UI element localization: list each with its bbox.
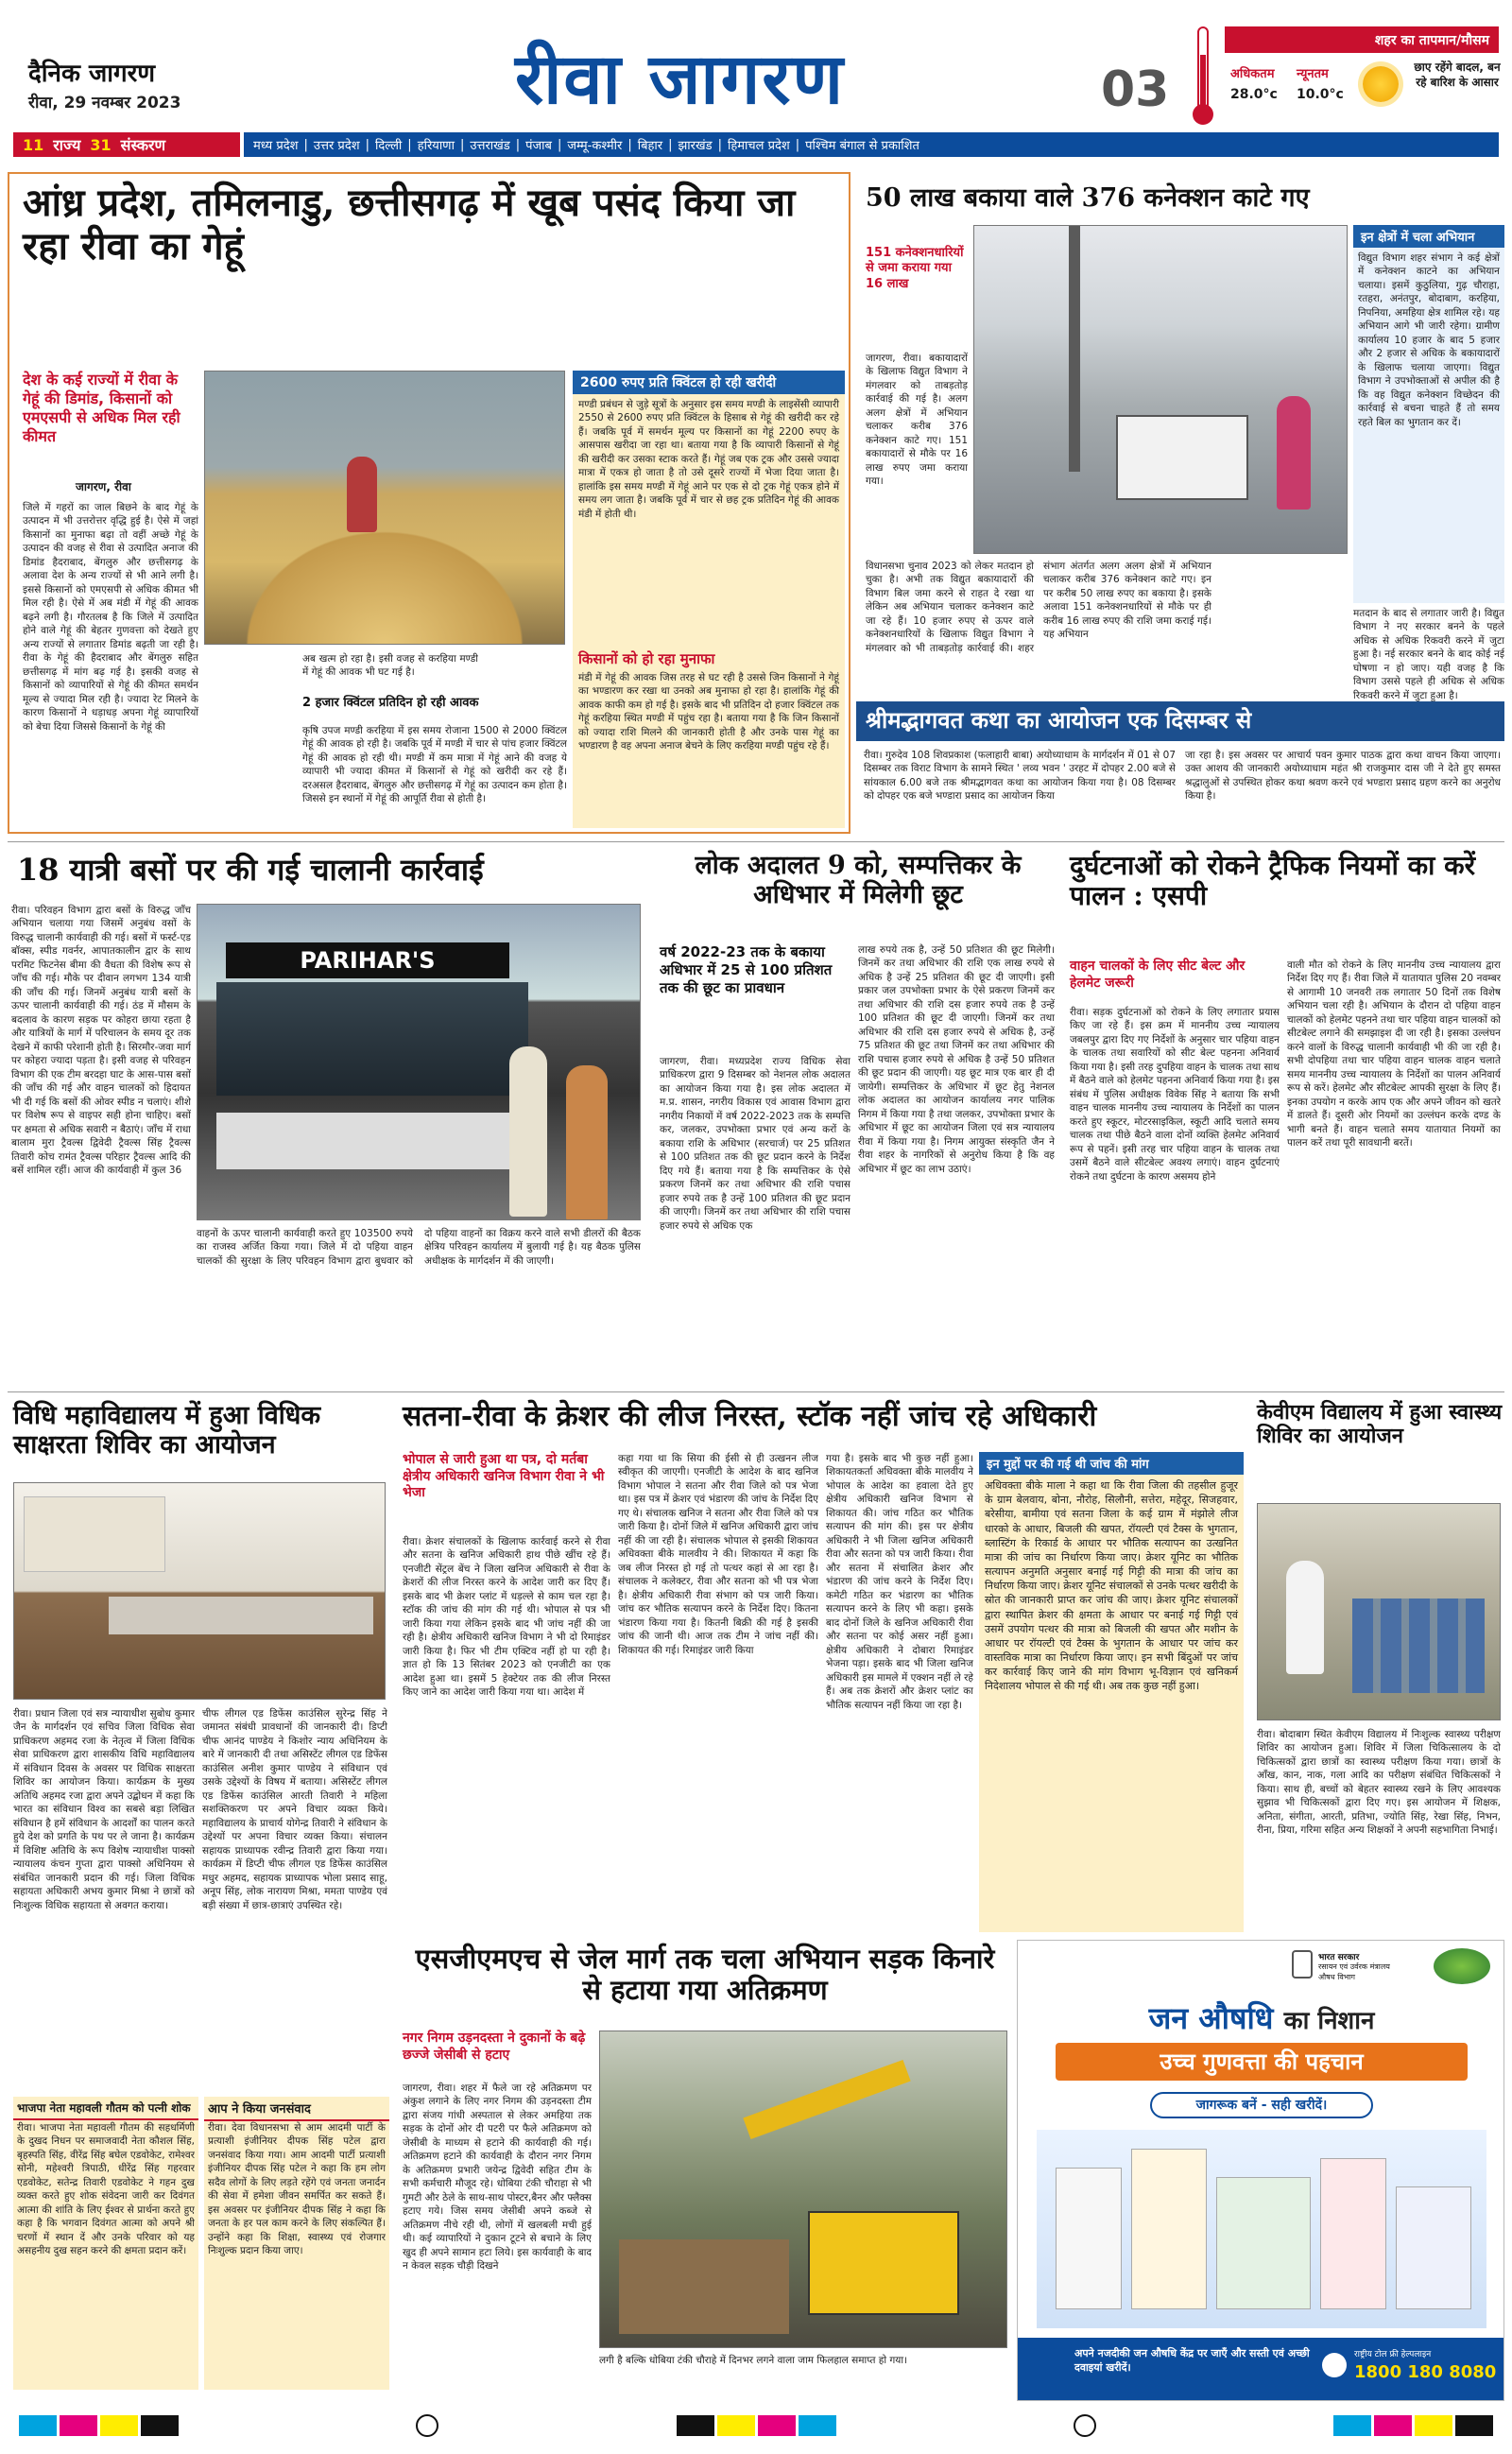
- kvs-story: [1253, 1397, 1504, 1936]
- page-number: 03: [1101, 61, 1170, 118]
- headline: विधि महाविद्यालय में हुआ विधिक साक्षरता शिविर का आयोजन: [13, 1401, 321, 1460]
- helpline-number: 1800 180 8080: [1354, 2362, 1497, 2382]
- headline: आंध्र प्रदेश, तमिलनाडु, छत्तीसगढ़ में खूब पसंद किया जा रहा रीवा का गेहूं: [23, 181, 796, 268]
- lokadalat-story: [652, 847, 1058, 1386]
- traffic-story: [1064, 847, 1504, 1386]
- registration-mark-icon: [1074, 2414, 1096, 2437]
- forecast-text: छाए रहेंगे बादल, बन रहे बारिश के आसार: [1414, 60, 1501, 89]
- body-col-1: जागरण, रीवा। बकायादारों के खिलाफ विद्युत विभाग ने मंगलवार को ताबड़तोड़ कार्रवाई की गई है। अलग अलग क्षेत्रों में अभियान चलाकर करीब 376 कनेक्शन काटे गए। 151 बकायादारों से मौके पर 16 लाख रुपए जमा कराया गया।: [866, 353, 968, 488]
- registration-mark-icon: [416, 2414, 438, 2437]
- headline: सतना-रीवा के क्रेशर की लीज निरस्त, स्टॉक नहीं जांच रहे अधिकारी: [403, 1400, 1097, 1433]
- encroach-story: [397, 1940, 1011, 2401]
- state-item: हिमाचल प्रदेश: [727, 139, 790, 153]
- medicine-box-4: [1320, 2158, 1386, 2309]
- body-text: रीवा। बोदाबाग स्थित केवीएम विद्यालय में निःशुल्क स्वास्थ्य परीक्षण शिविर का आयोजन हुआ। शिविर में जिला चिकित्सालय के दो चिकित्सकों द्वारा छात्रों का स्वास्थ्य परीक्षण किया गया। छात्रों के आँख, कान, नाक, गला आदि का परीक्षण संबंधित चिकित्सकों ने किया। साथ ही, बच्चों को बेहतर स्वास्थ्य रखने के लिए आवश्यक सुझाव भी चिकित्सकों द्वारा दिए गए। इस आयोजन में शिक्षक, अनिता, संगीता, आरती, प्रतिभा, ज्योति सिंह, रेखा सिंह, निभन, रीना, प्रिया, गरिमा सहित अन्य शिक्षकों ने अपनी सहभागिता निभाई।: [1257, 1729, 1501, 1837]
- phone-icon: [1322, 2353, 1347, 2377]
- box-title: इन मुद्दों पर की गई थी जांच की मांग: [979, 1452, 1244, 1475]
- deck: भोपाल से जारी हुआ था पत्र, दो मर्तबा क्षेत्रीय अधिकारी खनिज विभाग रीवा ने भी भेजा: [403, 1452, 605, 1500]
- state-item: जम्मू-कश्मीर: [567, 139, 623, 153]
- brand-title: रीवा जागरण: [515, 39, 846, 120]
- headline: 18 यात्री बसों पर की गई चालानी कार्रवाई: [17, 852, 484, 888]
- medicine-box-2: [1131, 2149, 1207, 2309]
- area-box: [1353, 225, 1504, 603]
- buses-story: [8, 847, 648, 1386]
- state-item: दिल्ली: [374, 139, 403, 153]
- bus-name-banner: PARIHAR'S: [226, 942, 509, 978]
- headline: लोक अदालत 9 को, सम्पत्तिकर के अधिभार में मिलेगी छूट: [695, 851, 1022, 910]
- state-item: बिहार: [637, 139, 663, 153]
- medicine-shelf: [1037, 2130, 1486, 2328]
- table: [109, 1597, 373, 1634]
- doctor-figure: [1286, 1561, 1324, 1674]
- shop-debris: [619, 2239, 789, 2334]
- banner: [24, 1496, 165, 1572]
- box-body: अधिवक्ता बीके माला ने कहा था कि रीवा जिला की तहसील हुजूर के ग्राम बेलवाय, बोना, नौरोह, सिलौनी, सत्तेरा, महेदूर, सिजहवार, बरेसीया, बामीया एवं सतना जिला के कई ग्राम में मंझोले लीज धारको के आधार, बिजली की खपत, रॉयल्टी एवं टैक्स के भुगतान, ब्लास्टिंग के रिकार्ड के आधार पर भौतिक सत्यापन का उत्खनित मात्रा की जांच का निर्धारण किया जाए। क्रेशर यूनिट का भौतिक सत्यापन अनुमति अनुसार बनाई गई गिट्टी की मात्रा की जांच का निर्धारण किया जाए। क्रेशर यूनिट संचालकों से उनके पत्थर खरीदी के स्रोत की जानकारी प्राप्त कर जांच की जाए। क्रेशर यूनिट संचालकों द्वारा स्थापित क्रेशर की क्षमता के आधार पर बनाई गई गिट्टी एवं उसमें उपयोग पत्थर की मात्रा को बिजली की खपत और मशीन के आधार पर रॉयल्टी एवं टैक्स के भुगतान के आधार पर जांच कर वास्तविक मात्रा का निर्धारण किया जाए। इन सभी बिंदुओं पर जांच कर कार्रवाई किए जाने की मांग विभाग भू-विज्ञान एवं खनिकर्म निदेशालय भोपाल से की गई थी। अब तक कुछ नहीं हुआ।: [985, 1479, 1238, 1693]
- ad-footer-text: अपने नजदीकी जन औषधि केंद्र पर जाएँ और सस्ती एवं अच्छी दवाइयां खरीदें।: [1074, 2347, 1310, 2374]
- body-col-2: जा रहा है। इस अवसर पर आचार्य पवन कुमार पाठक द्वारा कथा वाचन किया जाएगा। उक्त आशय की जानकारी अयोध्याधाम महंत श्री राजकुमार दास जी ने देते हुए समस्त श्रद्धालुओं से उपस्थित होकर कथा श्रवण करने एवं भण्डारा प्रसाद ग्रहण करने का अनुरोध किया है।: [1185, 750, 1501, 803]
- body-col-2b: [204, 652, 299, 828]
- jan-aushadhi-ad: [1017, 1940, 1504, 2401]
- thermometer-icon: [1193, 26, 1213, 129]
- wheat-pile: [224, 513, 545, 645]
- students: [1352, 1599, 1485, 1693]
- health-camp-photo: [1257, 1503, 1501, 1720]
- box-body: रीवा। भाजपा नेता महावली गौतम की सहधर्मिणी के दुखद निधन पर समाजवादी नेता कौशल सिंह, बृहस्पति सिंह, वीरेंद्र सिंह बघेल एडवोकेट, रामेश्वर सोनी, महेश्वरी त्रिपाठी, धीरेंद्र सिंह गहरवार एडवोकेट, सतेन्द्र तिवारी एडवोकेट ने गहन दुख व्यक्त करते हुए शोक संवेदना जारी कर दिवंगत आत्मा की शांति के लिए ईश्वर से प्रार्थना करते हुए कहा है कि भगवान दिवंगत आत्मा को अपने श्री चरणों में स्थान दें और उनके परिवार को यह असहनीय दुख सहन करने की क्षमता प्रदान करें।: [17, 2122, 195, 2257]
- color-bars-right: [1333, 2415, 1493, 2436]
- body-col-1: जागरण, रीवा। शहर में फैले जा रहे अतिक्रमण पर अंकुश लगाने के लिए नगर निगम की उड़नदस्ता टीम द्वारा संजय गांधी अस्पताल से लेकर अमहिया तक सड़क के दोनों ओर दी पटरी पर फैले अतिक्रमण को जेसीबी के माध्यम से हटाने की कार्यवाही की गई। अतिक्रमण हटाने की कार्यवाही के दौरान नगर निगम के अतिक्रमण प्रभारी जयेन्द्र द्विवेदी सहित टीम के सभी कर्मचारी मौजूद रहे। धोबिया टंकी चौराहा से भी गुमटी और ठेले के साथ-साथ पोस्टर,बैनर और फ्लैक्स हटाए गये। जिस समय जेसीबी अपने कब्जे से अतिक्रमण नीचे रही थी, लोगों में खलबली मची हुई थी। कई व्यापारियों ने दुकान टूटने से बचाने के लिए खुद ही अपने सामान हटा लिये। इस कार्यवाही के बाद न केवल सड़क चौड़ी दिखने: [403, 2082, 592, 2273]
- power-cut-photo: [973, 225, 1348, 554]
- body-col-1: जागरण, रीवा। मध्यप्रदेश राज्य विधिक सेवा प्राधिकरण द्वारा 9 दिसम्बर को नेशनल लोक अदालत का आयोजन किया गया है। इस लोक अदालत में म.प्र. शासन, नगरीय विकास एवं आवास विभाग द्वारा नगरीय निकायों में वर्ष 2022-2023 तक के सम्पत्ति कर, जलकर, उपभोक्ता प्रभार एवं अन्य करों के बकाया राशि के अधिभार (सरचार्ज) पर 25 प्रतिशत से 100 प्रतिशत तक की छूट प्रदान करने के निर्देश दिए गये हैं। बताया गया है कि सम्पत्तिकर के ऐसे प्रकरण जिनमें कर तथा अधिभार की राशि पचास हजार रुपये तक है उन्हें 100 प्रतिशत की छूट प्रदान की जाएगी। जिनमें कर तथा अधिभार की राशि पचास हजार रुपये से अधिक एक: [660, 1056, 850, 1232]
- deck: वाहन चालकों के लिए सीट बेल्ट और हेलमेट जरूरी: [1070, 959, 1246, 991]
- body-col-1: रीवा। क्रेशर संचालकों के खिलाफ कार्रवाई करने से रीवा और सतना के खनिज अधिकारी हाथ पीछे खींच रहे हैं। एनजीटी सेंट्रल बेंच ने जिला खनिज अधिकारी से रीवा के क्रेशरों की लीज निरस्त करने के आदेश जारी कर दिए हैं। इसके बाद भी क्रेशर प्लांट में धड़ल्ले से काम चल रहा है। स्टॉक की जांच की मांग की गई थी। भोपाल से पत्र भी जारी किया गया लेकिन इसके बाद भी जांच नहीं की जा रही है। क्षेत्रीय अधिकारी खनिज विभाग ने भी दो रिमाइंडर जारी किया है। फिर भी टीम एक्टिव नहीं हो पा रही है। ज्ञात हो कि 13 सितंबर 2023 को एनजीटी का एक आदेश हुआ था। इसमें 5 हेक्टेयर तक की लीज निरस्त किए जाने का आदेश जारी किया गया था। आदेश में: [403, 1536, 610, 1699]
- min-label: न्यूनतम: [1297, 67, 1329, 81]
- box-body: रीवा। देवा विधानसभा से आम आदमी पार्टी के प्रत्याशी इंजीनियर दीपक सिंह पटेल द्वारा जनसंवाद किया गया। आम आदमी पार्टी प्रत्याशी इंजीनियर दीपक सिंह पटेल ने कहा कि हम लोग सदैव लोगों के लिए लड़ते रहेंगे एवं जनता जनार्दन की सेवा में हमेशा जीवन समर्पित कर सकते हैं। इस अवसर पर इंजीनियर दीपक सिंह ने कहा कि जनता के हर पल काम करने के लिए संकल्पित हैं। उन्होंने कहा कि शिक्षा, स्वास्थ्य एवं रोजगार निःशुल्क प्रदान किया जाए।: [208, 2122, 386, 2257]
- body-col-1: जिले में गहरों का जाल बिछने के बाद गेहूं के उत्पादन में भी उत्तरोत्तर वृद्धि हुई है। ऐसे में जहां किसानों का मुनाफा बढ़ा तो वहीं अच्छे गेहूं के उत्पादन की वजह से रीवा से उत्पादित अनाज की डिमांड हैदराबाद, बेंगलुरु और छत्तीसगढ़ के अलावा देश के अन्य राज्यों से भी आने लगी है। इससे किसानों को एमएसपी से अधिक कीमत भी मिल रही है। ऐसे में अब मंडी में गेहूं की आवक बढ़ने लगी है। गौरतलब है कि जिले में उत्पादित होने वाले गेहूं की बेहतर गुणवत्ता को देखते हुए अन्य राज्यों से लगातार डिमांड बढ़ती जा रही है। रीवा के गेहूं की हैदराबाद और बेंगलुरु सहित छत्तीसगढ़ में मांग बढ़ गई है। इसकी वजह से किसानों को व्यापारियों से गेहूं की कीमत समर्थन मूल्य से ज्यादा मिल रही है। ज्यादा रेट मिलने के कारण किसानों ने धड़ाधड़ अपना गेहूं व्यापारियों को बेचा दिया जिससे किसानों के गेहूं की: [23, 502, 198, 733]
- aap-box: [204, 2097, 389, 2390]
- seminar-photo: [13, 1482, 386, 1700]
- body-col-1: रीवा। गुरुदेव 108 शिवप्रकाश (फलाहारी बाबा) अयोध्याधाम के मार्गदर्शन में 01 से 07 दिसम्बर तक विराट विभाग के सामने स्थित ' लव्य भवन ' उरहट में दोपहर 2.00 बजे से सांयकाल 6.00 बजे तक श्रीमद्भागवत कथा का आयोजन किया गया है। 08 दिसम्बर को दोपहर एक बजे भण्डारा प्रसाद का आयोजन किया: [864, 750, 1176, 803]
- box-body: मण्डी प्रबंधन से जुड़े सूत्रों के अनुसार इस समय मण्डी के लाइसेंसी व्यापारी 2550 से 2600 रुपए प्रति क्विंटल के हिसाब से गेहूं की खरीदी कर रहे हैं। जबकि पूर्व में समर्थन मूल्य पर किसानों का गेहूं 2200 रुपए के आसपास खरीदा जा रहा था। बताया गया है कि व्यापारी किसानों से गेहूं की खरीदी कर उसका स्टाक करते हैं। गेहूं जब एक ट्रक और उससे ज्यादा मात्रा में एकत्र हो जाता है तो उसे दूसरे राज्यों में भेजा दिया जाता है। हालांकि इस समय मण्डी में गेहूं आने पर एक से दो ट्रक गेहूं एकत्र होने में समय लग जाता है। जबकि पूर्व में चार से छह ट्रक प्रतिदिन गेहूं की आवक मंडी में होती थी।: [578, 399, 839, 520]
- box-title: 2600 रुपए प्रति क्विंटल हो रही खरीदी: [573, 371, 845, 394]
- subhead: 2 हजार क्विंटल प्रतिदिन हो रही आवक: [302, 696, 479, 710]
- state-label: राज्य: [53, 136, 81, 154]
- jcb-body: [808, 2211, 959, 2315]
- box-body: विद्युत विभाग शहर संभाग ने कई क्षेत्रों में कनेक्शन काटने का अभियान चलाया। इसमें कुठुलिया, गुढ़ चौराहा, रतहरा, अनंतपुर, बोदाबाग, करहिया, निपनिया, अमहिया क्षेत्र शामिल रहे। यह अभियान आगे भी जारी रहेगा। ग्रामीण कार्यालय 10 हजार के बाद 5 हजार और 2 हजार से अधिक के बकायादारों के खिलाफ चलाया जाएगा। विद्युत विभाग ने उपभोक्ताओं से अपील की है कि वह विद्युत कनेक्शन विच्छेदन की कार्रवाई से बचना चाहते हैं तो समय रहते बिल का भुगतान कर दें।: [1358, 252, 1500, 428]
- body-col-2: विधानसभा चुनाव 2023 को लेकर मतदान हो चुका है। अभी तक विद्युत बकायादारों की विभाग बिल जमा करने से राहत दे रखा था लेकिन अब अभियान चलाकर कनेक्शन काटे जा रहे हैं। 10 हजार रुपए से ऊपर वाले कनेक्शनधारियों के खिलाफ विद्युत विभाग ने मंगलवार को भी ताबड़तोड़ कार्रवाई की। शहर संभाग अंतर्गत अलग अलग क्षेत्रों में अभियान चलाकर करीब 376 कनेक्शन काटे गए। इन पर करीब 50 लाख रुपए का बकाया है। इसके अलावा 151 कनेक्शनधारियों से मौके पर ही करीब 16 लाख रुपए की राशि जमा कराई गई। यह अभियान: [866, 561, 1211, 654]
- headline: केवीएम विद्यालय में हुआ स्वास्थ्य शिविर का आयोजन: [1257, 1400, 1503, 1449]
- body-col-2: अब खत्म हो रहा है। इसी वजह से करहिया मण्डी में गेहूं की आवक भी घट गई है।: [302, 653, 478, 679]
- body-col-3: कृषि उपज मण्डी करहिया में इस समय रोजाना 1500 से 2000 क्विंटल गेहूं की आवक हो रही है। जबकि पूर्व में मण्डी में चार से पांच हजार क्विंटल गेहूं की आवक हो रही थी। मण्डी में कम मात्रा में गेहूं आने की वजह ये व्यापारी भी ज्यादा कीमत में किसानों से गेहूं को खरीदी कर रहे हैं। दरअसल हैदराबाद, बेंगलुरु और छत्तीसगढ़ में गेहूं का उत्पादन कम होता है। जिससे इन स्थानों में गेहूं की आपूर्ति रीवा से होती है।: [302, 725, 567, 805]
- vidhi-story: [8, 1397, 391, 2399]
- bus-bumper: [216, 1113, 528, 1169]
- govt-line-3: औषध विभाग: [1318, 1973, 1355, 1981]
- divider: [8, 1391, 1504, 1392]
- state-item: मध्य प्रदेश: [253, 139, 299, 153]
- govt-line-2: रसायन एवं उर्वरक मंत्रालय: [1318, 1962, 1390, 1971]
- state-item: उत्तराखंड: [470, 139, 510, 153]
- medicine-box-3: [1216, 2177, 1311, 2309]
- govt-line-1: भारत सरकार: [1318, 1953, 1360, 1962]
- headline: दुर्घटनाओं को रोकने ट्रैफिक नियमों का करें पालन : एसपी: [1070, 850, 1476, 912]
- condolence-box: [13, 2097, 198, 2390]
- helpline-label: राष्ट्रीय टोल फ्री हेल्पलाइन: [1354, 2350, 1432, 2359]
- state-item: झारखंड: [678, 139, 713, 153]
- box-title: भाजपा नेता महावली गौतम को पत्नी शोक: [13, 2097, 198, 2120]
- medicine-box-5: [1396, 2186, 1471, 2309]
- box-subhead: किसानों को हो रहा मुनाफा: [578, 650, 715, 667]
- min-temp: 10.0°c: [1297, 87, 1344, 102]
- bhagwat-story: [856, 701, 1504, 834]
- demand-box: [979, 1452, 1244, 1932]
- bus-photo: [197, 904, 641, 1220]
- ad-title-a: जन औषधि: [1148, 2000, 1274, 2036]
- body-col-2: चीफ लीगल एड डिफेंस काउंसिल सुरेन्द्र सिंह ने जमानत संबंधी प्रावधानों की जानकारी दी। डिप्टी चीफ आनंद पाण्डेय ने किशोर न्याय अधिनियम के बारे में जानकारी दी तथा असिस्टेंट लीगल एड डिफेंस काउंसिल अनीश कुमार पाण्डेय ने संविधान एवं उसके उद्देश्यों के विषय में बताया। असिस्टेंट लीगल एड डिफेंस काउंसिल आरती तिवारी ने महिला सशक्तिकरण पर अपने विचार व्यक्त किये। महाविद्यालय के प्राचार्य योगेन्द्र तिवारी ने संविधान के उद्देश्यों पर अपना विचार व्यक्त किया। संचालन सहायक प्राध्यापक रवीन्द्र तिवारी द्वारा किया गया। कार्यक्रम में डिप्टी चीफ लीगल एड डिफेंस काउंसिल मधुर अहमद, सहायक प्राध्यापक भोला प्रसाद साहू, अनूप सिंह, लोक नारायण मिश्रा, ममता पाण्डेय एवं बड़ी संख्या में छात्र-छात्राएं उपस्थित रहे।: [202, 1708, 387, 1911]
- deck: नगर निगम उड़नदस्ता ने दुकानों के बढ़े छज्जे जेसीबी से हटाए: [403, 2031, 586, 2063]
- paper-name: दैनिक जागरण: [28, 60, 156, 88]
- state-item: उत्तर प्रदेश: [313, 139, 360, 153]
- edition-count: 31: [90, 135, 112, 154]
- sun-icon: [1363, 66, 1399, 102]
- states-bar: मध्य प्रदेश | उत्तर प्रदेश | दिल्ली | हरियाणा | उत्तराखंड | पंजाब | जम्मू-कश्मीर | बिहार | झारखंड | हिमाचल प्रदेश | पश्चिम बंगाल से प्रकाशित: [244, 132, 1499, 157]
- body-col-1: रीवा। परिवहन विभाग द्वारा बसों के विरुद्ध जाँच अभियान चलाया गया जिसमें अनुबंध वसों के विरुद्ध चालानी कार्यवाही की गई। बसों में फर्स्ट-एड बॉक्स, स्पीड गवर्नर, आपातकालीन द्वार के साथ परमिट फिटनेस बीमा की वैधता की विशेष रूप से जाँच की गई। मौके पर दीवान लगभग 134 यात्री की जाँच की गई। जिनमें अनुबंध यात्री बसों के ऊपर चालानी कार्यवाही की गई। ठंड में मौसम के बदलाव के कारण सड़क पर कोहरा छाया रहता है और यात्रियों के मार्ग में परिचालन के समय दूर तक देखने में काफी परेशानी होती है। सिरमौर-जवा मार्ग पर कोहरा ज्यादा पड़ता है। इसी वजह से परिवहन विभाग की एक टीम बरदहा घाट के आस-पास बसों की जाँच की गई और वाहन चालकों को हिदायत भी दी गई कि बसों की ओवर स्पीड न चलाएं। शीशे पर विशेष रूप से वाइपर सही होना चाहिए। बसों पर क्षमता से अधिक सवारी न बैठाएं। जाँच में राधा बालाम मुरा ट्रैवल्स द्विवेदी ट्रैवल्स सिंह ट्रैवल्स तिवारी कोच रामंत ट्रैवल्स परिहार ट्रैवल्स आदि की बसें शामिल रहीं। आज की कार्यवाही में कुल 36: [11, 905, 191, 1177]
- jcb-photo: [599, 2031, 1007, 2348]
- headline: 50 लाख बकाया वाले 376 कनेक्शन काटे गए: [866, 183, 1310, 213]
- max-label: अधिकतम: [1230, 67, 1275, 81]
- masthead: [0, 0, 1512, 165]
- bystander: [1277, 396, 1311, 510]
- body-col-2: वाहनों के ऊपर चालानी कार्यवाही करते हुए 103500 रुपये का राजस्व अर्जित किया गया। जिले में दो पहिया वाहन चालकों की सुरक्षा के लिए परिवहन विभाग द्वारा बुधवार को दो पहिया वाहनों का विक्रय करने वाले सभी डीलरों की बैठक क्षेत्रिय परिवहन कार्यालय में बुलायी गई है। यह बैठक पुलिस अधीक्षक के मार्गदर्शन में की जाएगी।: [197, 1228, 641, 1267]
- edition-label: संस्करण: [120, 136, 166, 154]
- wheat-photo: [204, 371, 565, 645]
- emblem-icon: [1292, 1950, 1313, 1979]
- connections-story: [856, 172, 1504, 701]
- body-col-2: कहा गया था कि सिया की ईसी से ही उत्खनन लीज स्वीकृत की जाएगी। एनजीटी के आदेश के बाद खनिज विभाग भोपाल ने सतना और रीवा जिले को पत्र भेजा था। इस पत्र में क्रेशर एवं भंडारण की जांच के निर्देश दिए गए थे। संचालक खनिज ने सतना और रीवा जिले को पत्र जारी किया है। दोनों जिले में खनिज अधिकारी द्वारा जांच नहीं की जा रही है। संचालक भोपाल से इसकी शिकायत अधिवक्ता बीके मालवीय ने की। शिकायत में कहा कि जब लीज निरस्त हो गई तो पत्थर कहां से आ रहा है। संचालक ने कलेक्टर, रीवा और सतना को भी पत्र भेजा है। क्षेत्रीय अधिकारी रीवा संभाग को पत्र जारी किया। जांच कर भौतिक सत्यापन करने के निर्देश दिए। कितना भंडारण किया गया है। कितनी बिक्री की गई है इसकी जांच की जानी थी। आज तक टीम ने जांच नहीं की। शिकायत की गई। रिमाइंडर जारी किया: [618, 1453, 818, 1656]
- ad-call: जागरूक बनें - सही खरीदें।: [1150, 2092, 1373, 2118]
- body-col-3: गया है। इसके बाद भी कुछ नहीं हुआ। शिकायतकर्ता अधिवक्ता बीके मालवीय ने भोपाल के आदेश का हवाला देते हुए क्षेत्रीय अधिकारी खनिज विभाग से शिकायत की। जांच गठित कर भौतिक सत्यापन की मांग की। इस पर क्षेत्रीय अधिकारी ने भी जिला खनिज अधिकारी रीवा और सतना को पत्र जारी किया। रीवा और सतना में संचालित क्रेशर और भंडारण की जांच करने के निर्देश दिए। कमेटी गठित कर भंडारण का भौतिक सत्यापन करने के लिए भी कहा। इसके बाद दोनों जिले के खनिज अधिकारी रीवा और सतना पर कोई असर नहीं हुआ। क्षेत्रीय अधिकारी ने दोबारा रिमाइंडर भेजना पड़ा। इसके बाद भी जिला खनिज अधिकारी इस मामले में एक्शन नहीं ले रहे हैं। अब तक क्रेशरों और क्रेशर प्लांट का भौतिक सत्यापन नहीं किया जा रहा है।: [826, 1453, 973, 1711]
- body-col-3: मतदान के बाद से लगातार जारी है। विद्युत विभाग ने नए सरकार बनने के पहले अधिक से अधिक रिकवरी करने में जुटा हुआ है। नई सरकार बनने के बाद कोई नई घोषणा न हो जाए। यही वजह है कि विभाग उससे पहले ही अधिक से अधिक रिकवरी करने में जुटा हुआ है।: [1353, 608, 1504, 701]
- body-col-2: लगी है बल्कि धोबिया टंकी चौराहे में दिनभर लगने वाला जाम फिलहाल समाप्त हो गया।: [599, 2355, 908, 2366]
- bus-windshield: [216, 982, 528, 1096]
- ad-title: [1018, 1997, 1504, 2038]
- ad-tagline: उच्च गुणवत्ता की पहचान: [1056, 2043, 1468, 2081]
- truck: [1116, 415, 1248, 500]
- official-1: [509, 1046, 547, 1217]
- state-item: हरियाणा: [417, 139, 455, 153]
- crusher-story: [397, 1397, 1247, 1936]
- deck: 151 कनेक्शनधारियों से जमा कराया गया 16 लाख: [866, 246, 964, 291]
- byline: जागरण, रीवा: [76, 480, 131, 493]
- box-body-2: मंडी में गेहूं की आवक जिस तरह से घट रही है उससे जिन किसानों ने गेहूं का भण्डारण कर रखा था उनको अब मुनाफा हो रहा है। हालांकि गेहूं की आवक काफी कम हो गई है। इसके बाद भी प्रतिदिन दो हजार क्विंटल तक गेहूं करहिया स्थित मण्डी में पहुंच रहा है। बताया गया है कि जिन किसानों को ज्यादा राशि मिलने की जानकारी होती है और उनके पास गेहूं का भण्डारण है वह अपना अनाज बेचने के लिए करहिया मण्डी पहुंच रहे हैं।: [578, 672, 839, 752]
- medicine-box-1: [1056, 2168, 1122, 2309]
- state-count: 11: [23, 135, 44, 154]
- max-temp: 28.0°c: [1230, 87, 1278, 102]
- ad-title-b: का निशान: [1283, 2007, 1375, 2035]
- weather-title: शहर का तापमान/मौसम: [1225, 26, 1499, 53]
- deck: वर्ष 2022-23 तक के बकाया अधिभार में 25 से 100 प्रतिशत तक की छूट का प्रावधान: [660, 943, 833, 996]
- body-col-2: लाख रुपये तक है, उन्हें 50 प्रतिशत की छूट मिलेगी। जिनमें कर तथा अधिभार की राशि एक लाख रुपये से अधिक है उन्हें 25 प्रतिशत की छूट दी जाएगी। इसी प्रकार जल उपभोक्ता प्रभार के ऐसे प्रकरण जिनमें कर तथा अधिभार की राशि दस हजार रुपये तक है उन्हें 100 प्रतिशत की छूट दी जाएगी। जिनमें कर तथा अधिभार की राशि दस हजार रुपये से अधिक है, उन्हें 75 प्रतिशत की छूट तथा जिनमें कर तथा अधिभार की राशि पचास हजार रुपये से अधिक है उन्हें 50 प्रतिशत की छूट प्रदान की जाएगी। यह छूट मात्र एक बार ही दी जायेगी। सम्पत्तिकर के अधिभार में छूट हेतु नेशनल लोक अदालत का आयोजन कार्यालय नगर पालिक निगम में किया गया है तथा जलकर, उपभोक्ता प्रभार के अधिभार में छूट का आयोजन जिला एवं सत्र न्यायालय रीवा में किया गया है। निगम आयुक्त संस्कृति जैन ने रीवा शहर के नागरिकों से अनुरोध किया है कि वह अधिभार में छूट का लाभ उठाएं।: [858, 944, 1055, 1175]
- color-bars-left: [19, 2415, 179, 2436]
- headline: एसजीएमएच से जेल मार्ग तक चला अभियान सड़क किनारे से हटाया गया अतिक्रमण: [415, 1943, 995, 2007]
- edition-badge: [13, 132, 240, 157]
- official-2: [566, 1065, 608, 1220]
- body-col-2: वाली मौत को रोकने के लिए माननीय उच्च न्यायालय द्वारा निर्देश दिए गए हैं। रीवा जिले में यातायात पुलिस 20 नवम्बर से आगामी 10 जनवरी तक लगातार 50 दिनों तक विशेष अभियान चला रही है। अभियान के दौरान दो पहिया वाहन चालकों को हेलमेट पहनने तथा चार पहिया वाहन चालकों को सीटबेल्ट लगाने की समझाइश दी जा रही है। इसका उल्लंघन करने वालों के विरुद्ध चालानी कार्यवाही भी की जा रही है। सभी दोपहिया तथा चार पहिया वाहन चालक वाहन चलाते समय माननीय उच्च न्यायालय के निर्देशों का पालन अनिवार्य रूप से करें। हेलमेट और सीटबेल्ट आपकी सुरक्षा के लिए हैं। इनका उपयोग न करके आप एक और अपने जीवन को खतरे में डालते हैं। दूसरी ओर नियमों का उल्लंघन करके दण्ड के भागी बनते हैं। वाहन चलाते समय यातायात नियमों का पालन करें तथा पूरी सावधानी बरतें।: [1287, 959, 1501, 1149]
- body-col-1: रीवा। सड़क दुर्घटनाओं को रोकने के लिए लगातार प्रयास किए जा रहे हैं। इस क्रम में माननीय उच्च न्यायालय जबलपुर द्वारा दिए गए निर्देशों के अनुसार चार पहिया वाहन के चालक तथा सवारियों को सीट बेल्ट पहनना अनिवार्य किया गया है। इसी तरह दुपहिया वाहन के चालक तथा साथ में बैठने वाले को हेलमेट पहनना अनिवार्य किया गया है। इस संबंध में पुलिस अधीक्षक विवेक सिंह ने बताया कि सभी वाहन चालक माननीय उच्च न्यायालय के निर्देशों का पालन करते हुए स्कूटर, मोटरसाइकिल, स्कूटी आदि चलाते समय चालक तथा पीछे बैठने वाला दोनों व्यक्ति हेलमेट अनिवार्य रूप से पहनें। इसी तरह चार पहिया वाहन के चालक तथा उसमें बैठने वाले सीटबेल्ट अवश्य लगाएं। वाहन दुर्घटनाएं रोकने तथा दुर्घटना के कारण असमय होने: [1070, 1007, 1280, 1183]
- color-registration-strip: [0, 2407, 1512, 2445]
- body-col-1: रीवा। प्रधान जिला एवं सत्र न्यायाधीश सुबोध कुमार जैन के मार्गदर्शन एवं सचिव जिला विधिक सेवा प्राधिकरण अहमद रजा के नेतृत्व में जिला विधिक सेवा प्राधिकरण द्वारा शासकीय विधि महाविद्यालय में संविधान दिवस के अवसर पर विधिक साक्षरता शिविर का आयोजन किया। कार्यक्रम के मुख्य अतिथि अहमद रजा द्वारा अपने उद्बोधन में कहा कि भारत का संविधान विश्व का सबसे बड़ा लिखित संविधान है हमें संविधान के आदर्शों का पालन करते हुये देश को प्रगति के पथ पर ले जाना है। कार्यक्रम में विशिष्ट अतिथि के रूप विशेष न्यायाधीश पाक्सो न्यायालय कंचन गुप्ता द्वारा पाक्सो अधिनियम से संबंधित जानकारी प्रदान की गई। जिला विधिक सहायता अधिकारी अभय कुमार मिश्रा ने छात्रों को निःशुल्क विधिक सहायता से अवगत कराया।: [13, 1708, 195, 1911]
- dateline: रीवा, 29 नवम्बर 2023: [28, 94, 181, 112]
- deck: देश के कई राज्यों में रीवा के गेहूं की डिमांड, किसानों को एमएसपी से अधिक मिल रही कीमत: [23, 371, 180, 445]
- divider: [8, 841, 1504, 842]
- state-item: पंजाब: [525, 139, 552, 153]
- wheat-story: [8, 172, 850, 834]
- box-title: आप ने किया जनसंवाद: [204, 2097, 389, 2121]
- electric-pole: [1069, 226, 1080, 472]
- rate-box: [573, 371, 845, 828]
- jcb-arm: [743, 2060, 910, 2139]
- state-item: पश्चिम बंगाल से प्रकाशित: [805, 139, 919, 153]
- box-title: इन क्षेत्रों में चला अभियान: [1353, 225, 1504, 248]
- color-bars-mid: [677, 2415, 836, 2436]
- pmbjp-logo-icon: [1434, 1948, 1490, 1984]
- headline: श्रीमद्भागवत कथा का आयोजन एक दिसम्बर से: [856, 701, 1504, 741]
